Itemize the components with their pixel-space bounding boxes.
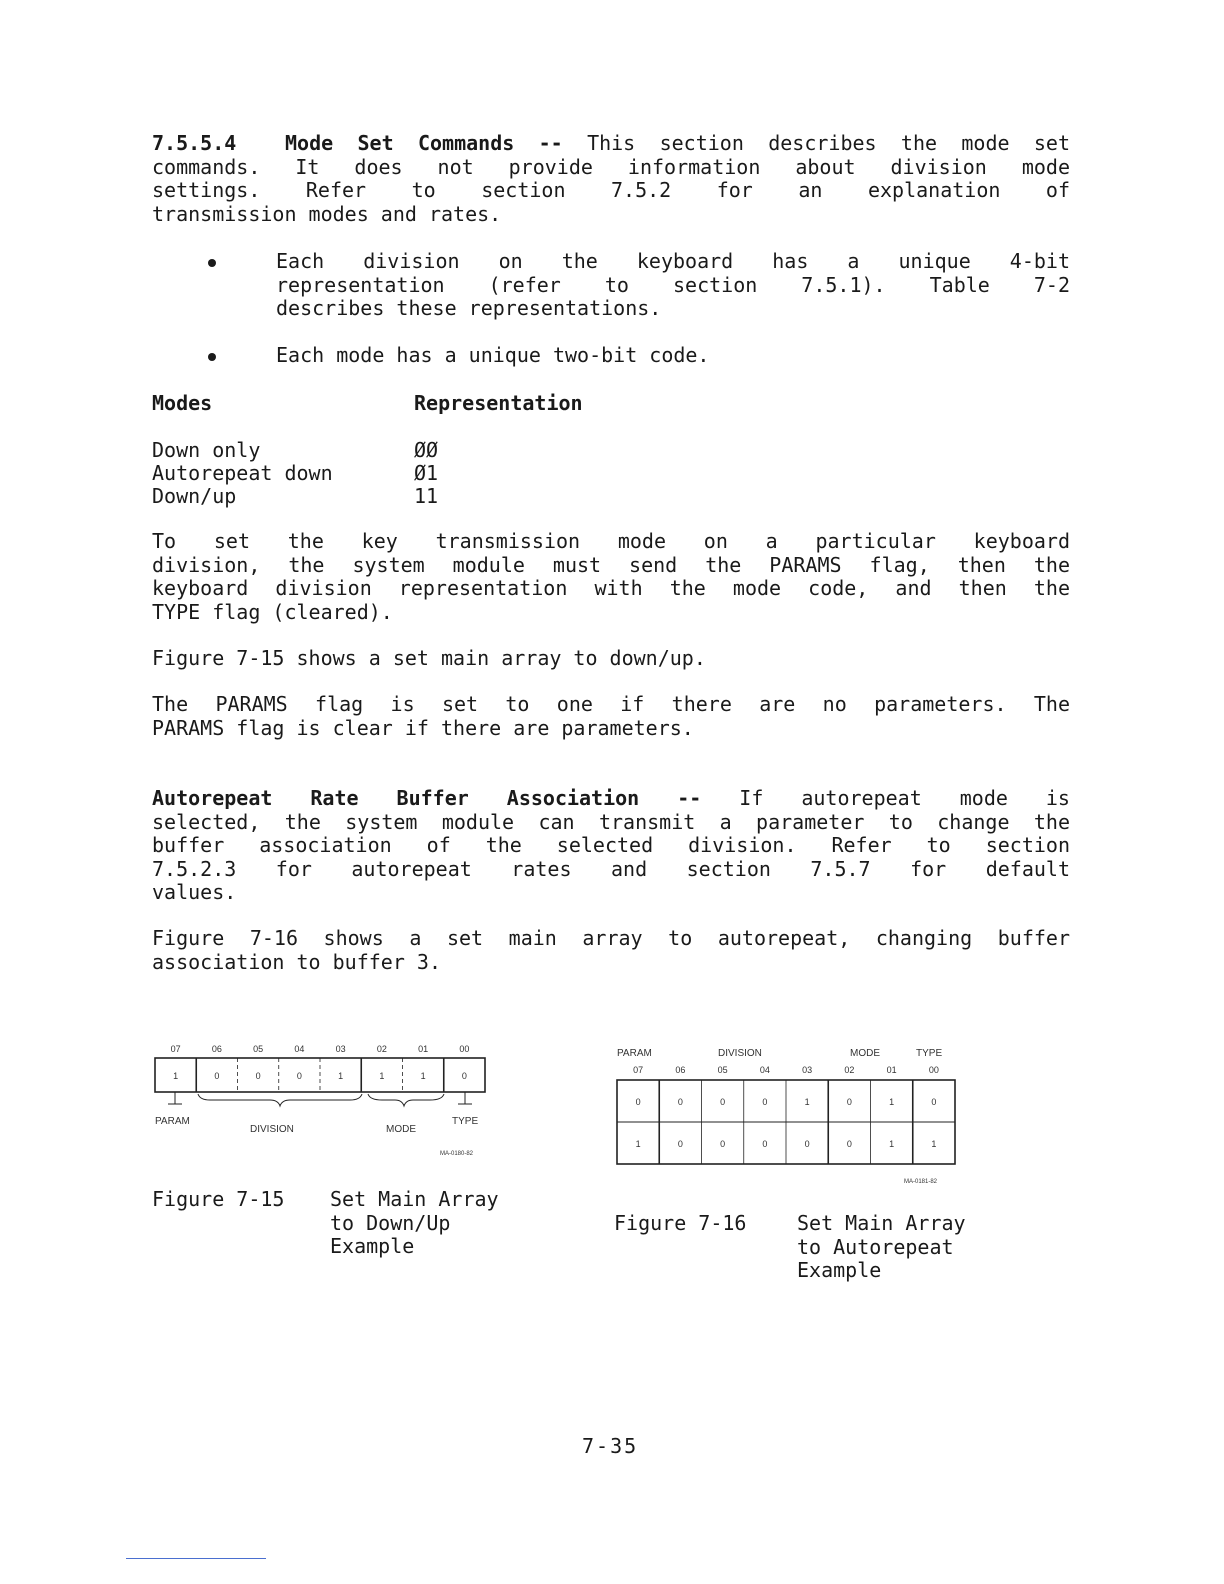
bit-value: 0 [635, 1097, 641, 1107]
section-number: 7.5.5.4 [152, 131, 237, 155]
mode-name: Down/up [152, 484, 237, 508]
bit-position-label: 02 [376, 1044, 387, 1054]
bit-value: 0 [677, 1097, 683, 1107]
autorepeat-heading: Autorepeat Rate Buffer Association -- [152, 786, 702, 810]
bit-position-label: 03 [802, 1065, 813, 1075]
bullet-dot [208, 259, 216, 267]
bullet-item-1: Each division on the keyboard has a unique 4-bit representation (refer to section 7.5.1). Table 7-2 describes these representations. [276, 249, 1070, 320]
group-label-division: DIVISION [718, 1048, 762, 1059]
group-label-type: TYPE [452, 1116, 479, 1127]
bit-value: 0 [762, 1139, 768, 1149]
bit-value: 0 [461, 1071, 467, 1081]
group-label-param: PARAM [155, 1116, 190, 1127]
bit-position-label: 01 [418, 1044, 429, 1054]
paragraph-figure16-ref: Figure 7-16 shows a set main array to autorepeat, changing buffer association to buffer 3. [152, 926, 1070, 974]
figure-7-16-diagram [610, 1040, 970, 1190]
section-title: Mode Set Commands -- [284, 131, 563, 155]
intro-line-4: transmission modes and rates. [152, 201, 502, 226]
bit-value: 1 [379, 1071, 385, 1081]
paragraph-autorepeat: Autorepeat Rate Buffer Association -- If autorepeat mode is selected, the system module can transmit a parameter to change the buffer association of the selected division. Refer to section 7.5.2.3 for autorepeat rates and section 7.5.7 for default values. [152, 786, 1070, 904]
bit-value: 0 [846, 1097, 852, 1107]
group-label-division: DIVISION [250, 1124, 294, 1135]
bit-position-label: 04 [294, 1044, 305, 1054]
bit-value: 0 [296, 1071, 302, 1081]
footer-rule [126, 1558, 266, 1559]
bit-position-label: 05 [717, 1065, 728, 1075]
bit-value: 1 [338, 1071, 344, 1081]
bit-position-label: 07 [633, 1065, 644, 1075]
mode-name: Autorepeat down [152, 461, 333, 485]
bit-position-label: 00 [928, 1065, 939, 1075]
bit-value: 1 [173, 1071, 179, 1081]
figure-7-15-title: Set Main Array to Down/Up Example [330, 1187, 499, 1258]
bit-value: 0 [214, 1071, 220, 1081]
section-intro [152, 132, 1070, 226]
group-label-param: PARAM [617, 1048, 652, 1059]
bit-position-label: 04 [759, 1065, 770, 1075]
bit-value: 1 [931, 1139, 937, 1149]
bit-value: 1 [635, 1139, 641, 1149]
figure-7-15-diagram [150, 1040, 500, 1165]
bit-value: 0 [255, 1071, 261, 1081]
param-bracket [168, 1092, 182, 1104]
bit-value: 0 [720, 1139, 726, 1149]
bit-position-label: 06 [211, 1044, 222, 1054]
figure-7-16-title: Set Main Array to Autorepeat Example [797, 1211, 966, 1282]
bit-value: 0 [804, 1139, 810, 1149]
bit-position-label: 02 [844, 1065, 855, 1075]
bit-position-label: 06 [675, 1065, 686, 1075]
bit-position-label: 07 [170, 1044, 181, 1054]
mode-code: Ø1 [414, 461, 439, 485]
bit-value: 0 [720, 1097, 726, 1107]
intro-line-1: 7.5.5.4 Mode Set Commands -- This section describes the mode set [152, 131, 1070, 155]
group-label-mode: MODE [850, 1048, 880, 1059]
bit-position-label: 00 [459, 1044, 470, 1054]
bit-position-label: 01 [886, 1065, 897, 1075]
bit-value: 0 [846, 1139, 852, 1149]
type-bracket [458, 1092, 472, 1104]
paragraph-figure15-ref: Figure 7-15 shows a set main array to down/up. [152, 646, 706, 670]
bit-value: 0 [931, 1097, 937, 1107]
paragraph-params: The PARAMS flag is set to one if there are no parameters. The PARAMS flag is clear if there are parameters. [152, 692, 1070, 740]
bit-value: 0 [762, 1097, 768, 1107]
intro-line-2: commands. It does not provide information about division mode [152, 154, 1070, 179]
mode-code: 11 [414, 484, 439, 508]
bit-position-label: 05 [253, 1044, 264, 1054]
bit-value: 1 [420, 1071, 426, 1081]
representation-header: Representation [414, 391, 583, 415]
bit-value: 1 [889, 1097, 895, 1107]
bit-value: 1 [804, 1097, 810, 1107]
bit-value: 0 [677, 1139, 683, 1149]
mode-name: Down only [152, 438, 261, 462]
bit-position-label: 03 [335, 1044, 346, 1054]
figure-code: MA-0180-82 [440, 1151, 474, 1157]
bit-value: 1 [889, 1139, 895, 1149]
mode-code: ØØ [414, 438, 439, 462]
paragraph-set-mode: To set the key transmission mode on a particular keyboard division, the system module must send the PARAMS flag, then the keyboard division representation with the mode code, and then the TYPE flag (cleared). [152, 529, 1070, 624]
mode-bracket [368, 1094, 444, 1106]
page-number: 7-35 [582, 1434, 639, 1458]
figure-7-15-number: Figure 7-15 [152, 1187, 285, 1211]
group-label-mode: MODE [386, 1124, 416, 1135]
intro-line-3: settings. Refer to section 7.5.2 for an explanation of [152, 178, 1070, 202]
figure-code: MA-0181-82 [904, 1179, 938, 1185]
bullet-item-2: Each mode has a unique two-bit code. [276, 343, 710, 367]
figure-7-16-number: Figure 7-16 [614, 1211, 747, 1235]
division-bracket [198, 1094, 362, 1106]
modes-header: Modes [152, 391, 213, 415]
bullet-dot [208, 353, 216, 361]
group-label-type: TYPE [916, 1048, 943, 1059]
